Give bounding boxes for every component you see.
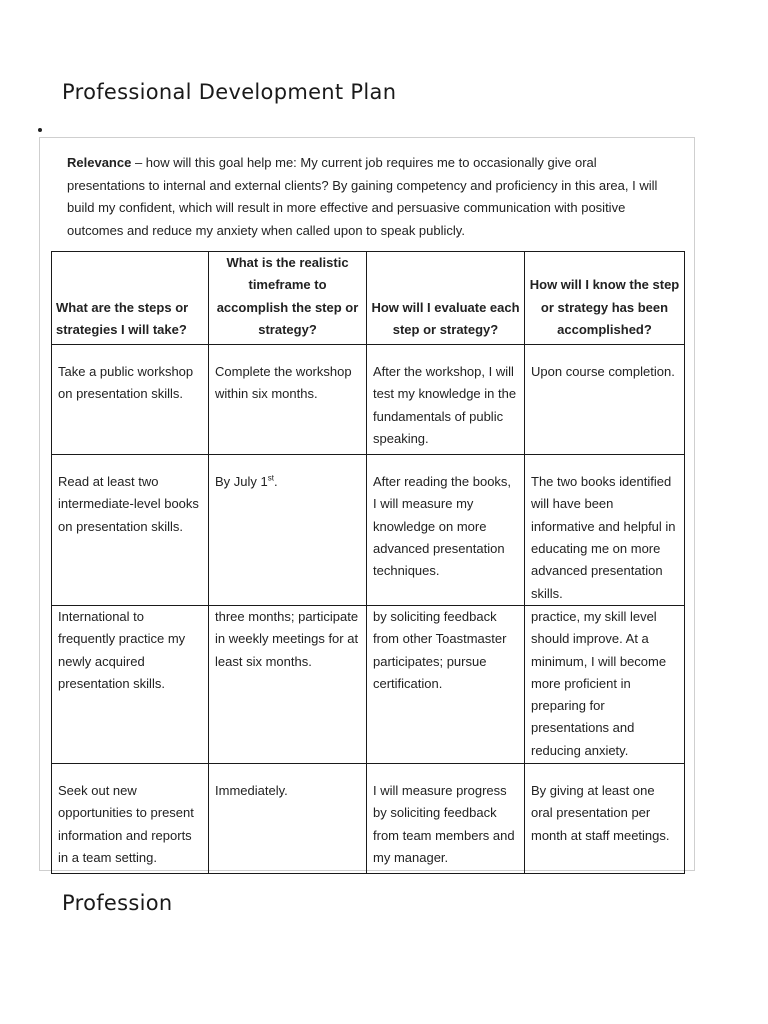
bullet-marker (38, 128, 42, 132)
timeframe-period: . (273, 474, 278, 490)
section-title: Profession (62, 891, 173, 915)
cell-evaluate: by soliciting feedback from other Toastmaster participates; pursue certification. (367, 605, 525, 763)
cell-evaluate: After the workshop, I will test my knowledge in the fundamentals of public speaking. (367, 345, 525, 455)
cell-steps: Read at least two intermediate-level books on presentation skills. (52, 455, 209, 606)
table-row (52, 455, 685, 606)
ordinal-suffix: st (267, 473, 274, 483)
relevance-text: – how will this goal help me: My current job requires me to occasionally give oral presentations to internal and external clients? By gaining competency and proficiency in this area, I will build my confident, which will result in more effective and persuasive communication with positive outcomes and reduce my anxiety when called upon to speak publicly. (67, 155, 658, 238)
cell-timeframe (209, 455, 367, 606)
cell-accomplished: By giving at least one oral presentation per month at staff meetings. (525, 763, 685, 873)
page-title: Professional Development Plan (62, 80, 397, 104)
table-header-row (52, 252, 685, 345)
embedded-document-image (39, 137, 695, 871)
table-row (52, 605, 685, 763)
cell-accomplished: Upon course completion. (525, 345, 685, 455)
table-row (52, 345, 685, 455)
table-row (52, 763, 685, 873)
plan-table (51, 251, 685, 874)
cell-steps: Take a public workshop on presentation skills. (52, 345, 209, 455)
cell-timeframe: three months; participate in weekly meetings for at least six months. (209, 605, 367, 763)
relevance-paragraph (67, 152, 677, 242)
cell-steps: International to frequently practice my newly acquired presentation skills. (52, 605, 209, 763)
cell-evaluate: I will measure progress by soliciting feedback from team members and my manager. (367, 763, 525, 873)
cell-steps: Seek out new opportunities to present information and reports in a team setting. (52, 763, 209, 873)
header-evaluate: How will I evaluate each step or strategy? (367, 252, 525, 345)
timeframe-text: By July 1 (215, 474, 268, 490)
header-steps: What are the steps or strategies I will take? (52, 252, 209, 345)
header-accomplished: How will I know the step or strategy has been accomplished? (525, 252, 685, 345)
cell-accomplished: practice, my skill level should improve. At a minimum, I will become more proficient in preparing for presentations and reducing anxiety. (525, 605, 685, 763)
cell-timeframe: Complete the workshop within six months. (209, 345, 367, 455)
relevance-label: Relevance (67, 155, 132, 170)
header-timeframe: What is the realistic timeframe to accomplish the step or strategy? (209, 252, 367, 345)
cell-accomplished: The two books identified will have been informative and helpful in educating me on more advanced presentation skills. (525, 455, 685, 606)
cell-timeframe: Immediately. (209, 763, 367, 873)
cell-evaluate: After reading the books, I will measure my knowledge on more advanced presentation techniques. (367, 455, 525, 606)
